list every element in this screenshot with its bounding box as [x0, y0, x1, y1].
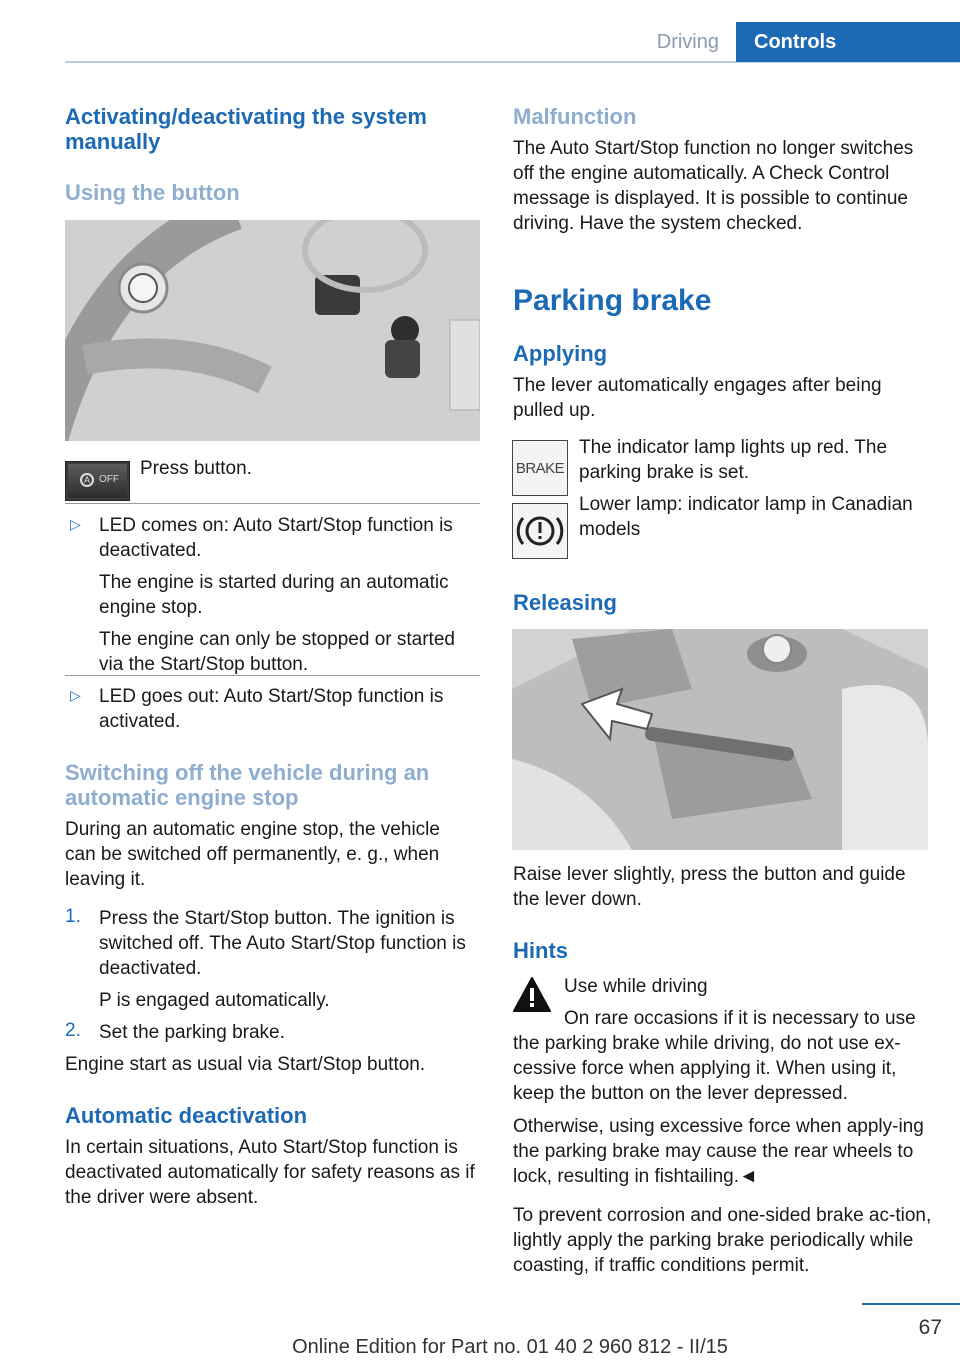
- header-chapter-tab: Controls: [736, 22, 960, 62]
- bullet-triangle-icon: ▷: [70, 516, 81, 532]
- brake-indicator-icon: BRAKE: [512, 440, 568, 496]
- header-section: Driving: [656, 30, 719, 53]
- otherwise-text: Otherwise, using excessive force when apply‐ing the parking brake may cause the rear wheels to lock, resulting in fishtailing.◄: [513, 1116, 924, 1187]
- divider: [65, 503, 480, 504]
- malfunction-text: The Auto Start/Stop function no longer switches off the engine automatically. A Check Control message is displayed. It is possible to continue driving. Have the system checked.: [513, 138, 914, 234]
- steering-wheel-photo: [65, 220, 480, 441]
- indicator-lamp-text: The indicator lamp lights up red. The parking brake is set.: [579, 437, 888, 483]
- heading-malfunction: Malfunction: [513, 104, 637, 129]
- step1-text: Press the Start/Stop button. The ignition is switched off. The Auto Start/Stop function is deactivated.: [99, 908, 466, 979]
- step-number: 2.: [65, 1020, 81, 1041]
- heading-releasing: Releasing: [513, 590, 617, 615]
- applying-text: The lever automatically engages after being pulled up.: [513, 375, 882, 421]
- divider: [65, 675, 480, 676]
- lower-lamp-text: Lower lamp: indicator lamp in Canadian models: [579, 494, 913, 540]
- bullet-triangle-icon: ▷: [70, 687, 81, 703]
- footer-rule: [862, 1303, 960, 1305]
- heading-switching-off: Switching off the vehicle during an automatic engine stop: [65, 760, 430, 810]
- heading-activating: Activating/deactivating the system manually: [65, 104, 427, 154]
- edition-footer: Online Edition for Part no. 01 40 2 960 812 - II/15: [292, 1336, 728, 1358]
- bullet-led-on-detail2: The engine can only be stopped or started via the Start/Stop button.: [99, 629, 455, 675]
- step1-detail: P is engaged automatically.: [99, 990, 330, 1011]
- heading-auto-deactivation: Automatic deactivation: [65, 1103, 308, 1128]
- engine-start-text: Engine start as usual via Start/Stop button.: [65, 1054, 426, 1075]
- heading-applying: Applying: [513, 341, 608, 366]
- bullet-led-on: LED comes on: Auto Start/Stop function is deactivated.: [99, 515, 453, 561]
- bullet-led-out: LED goes out: Auto Start/Stop function is activated.: [99, 686, 444, 732]
- heading-hints: Hints: [513, 938, 568, 963]
- switching-off-text: During an automatic engine stop, the vehicle can be switched off permanently, e. g., when leaving it.: [65, 819, 440, 890]
- step-number: 1.: [65, 906, 81, 927]
- heading-using-button: Using the button: [65, 180, 240, 205]
- bullet-led-on-detail1: The engine is started during an automatic engine stop.: [99, 572, 449, 618]
- step2-text: Set the parking brake.: [99, 1022, 285, 1043]
- warning-title: Use while driving: [564, 976, 708, 997]
- releasing-text: Raise lever slightly, press the button and guide the lever down.: [513, 864, 906, 910]
- auto-start-stop-off-button-icon: A OFF: [65, 461, 130, 501]
- page-number: 67: [918, 1316, 942, 1339]
- corrosion-text: To prevent corrosion and one-sided brake ac‐tion, lightly apply the parking brake periodically while coasting, if traffic conditions permit.: [513, 1205, 932, 1276]
- warning-text: On rare occasions if it is necessary to use the parking brake while driving, do not use ex‐cessive force when applying it. When using it, keep the button on the lever depressed.: [513, 1008, 916, 1104]
- heading-parking-brake: Parking brake: [513, 284, 712, 317]
- parking-brake-canada-icon: [512, 503, 568, 559]
- auto-deactivation-text: In certain situations, Auto Start/Stop function is deactivated automatically for safety reasons as if the driver were absent.: [65, 1137, 475, 1208]
- press-button-text: Press button.: [140, 458, 252, 479]
- parking-brake-lever-photo: [512, 629, 928, 850]
